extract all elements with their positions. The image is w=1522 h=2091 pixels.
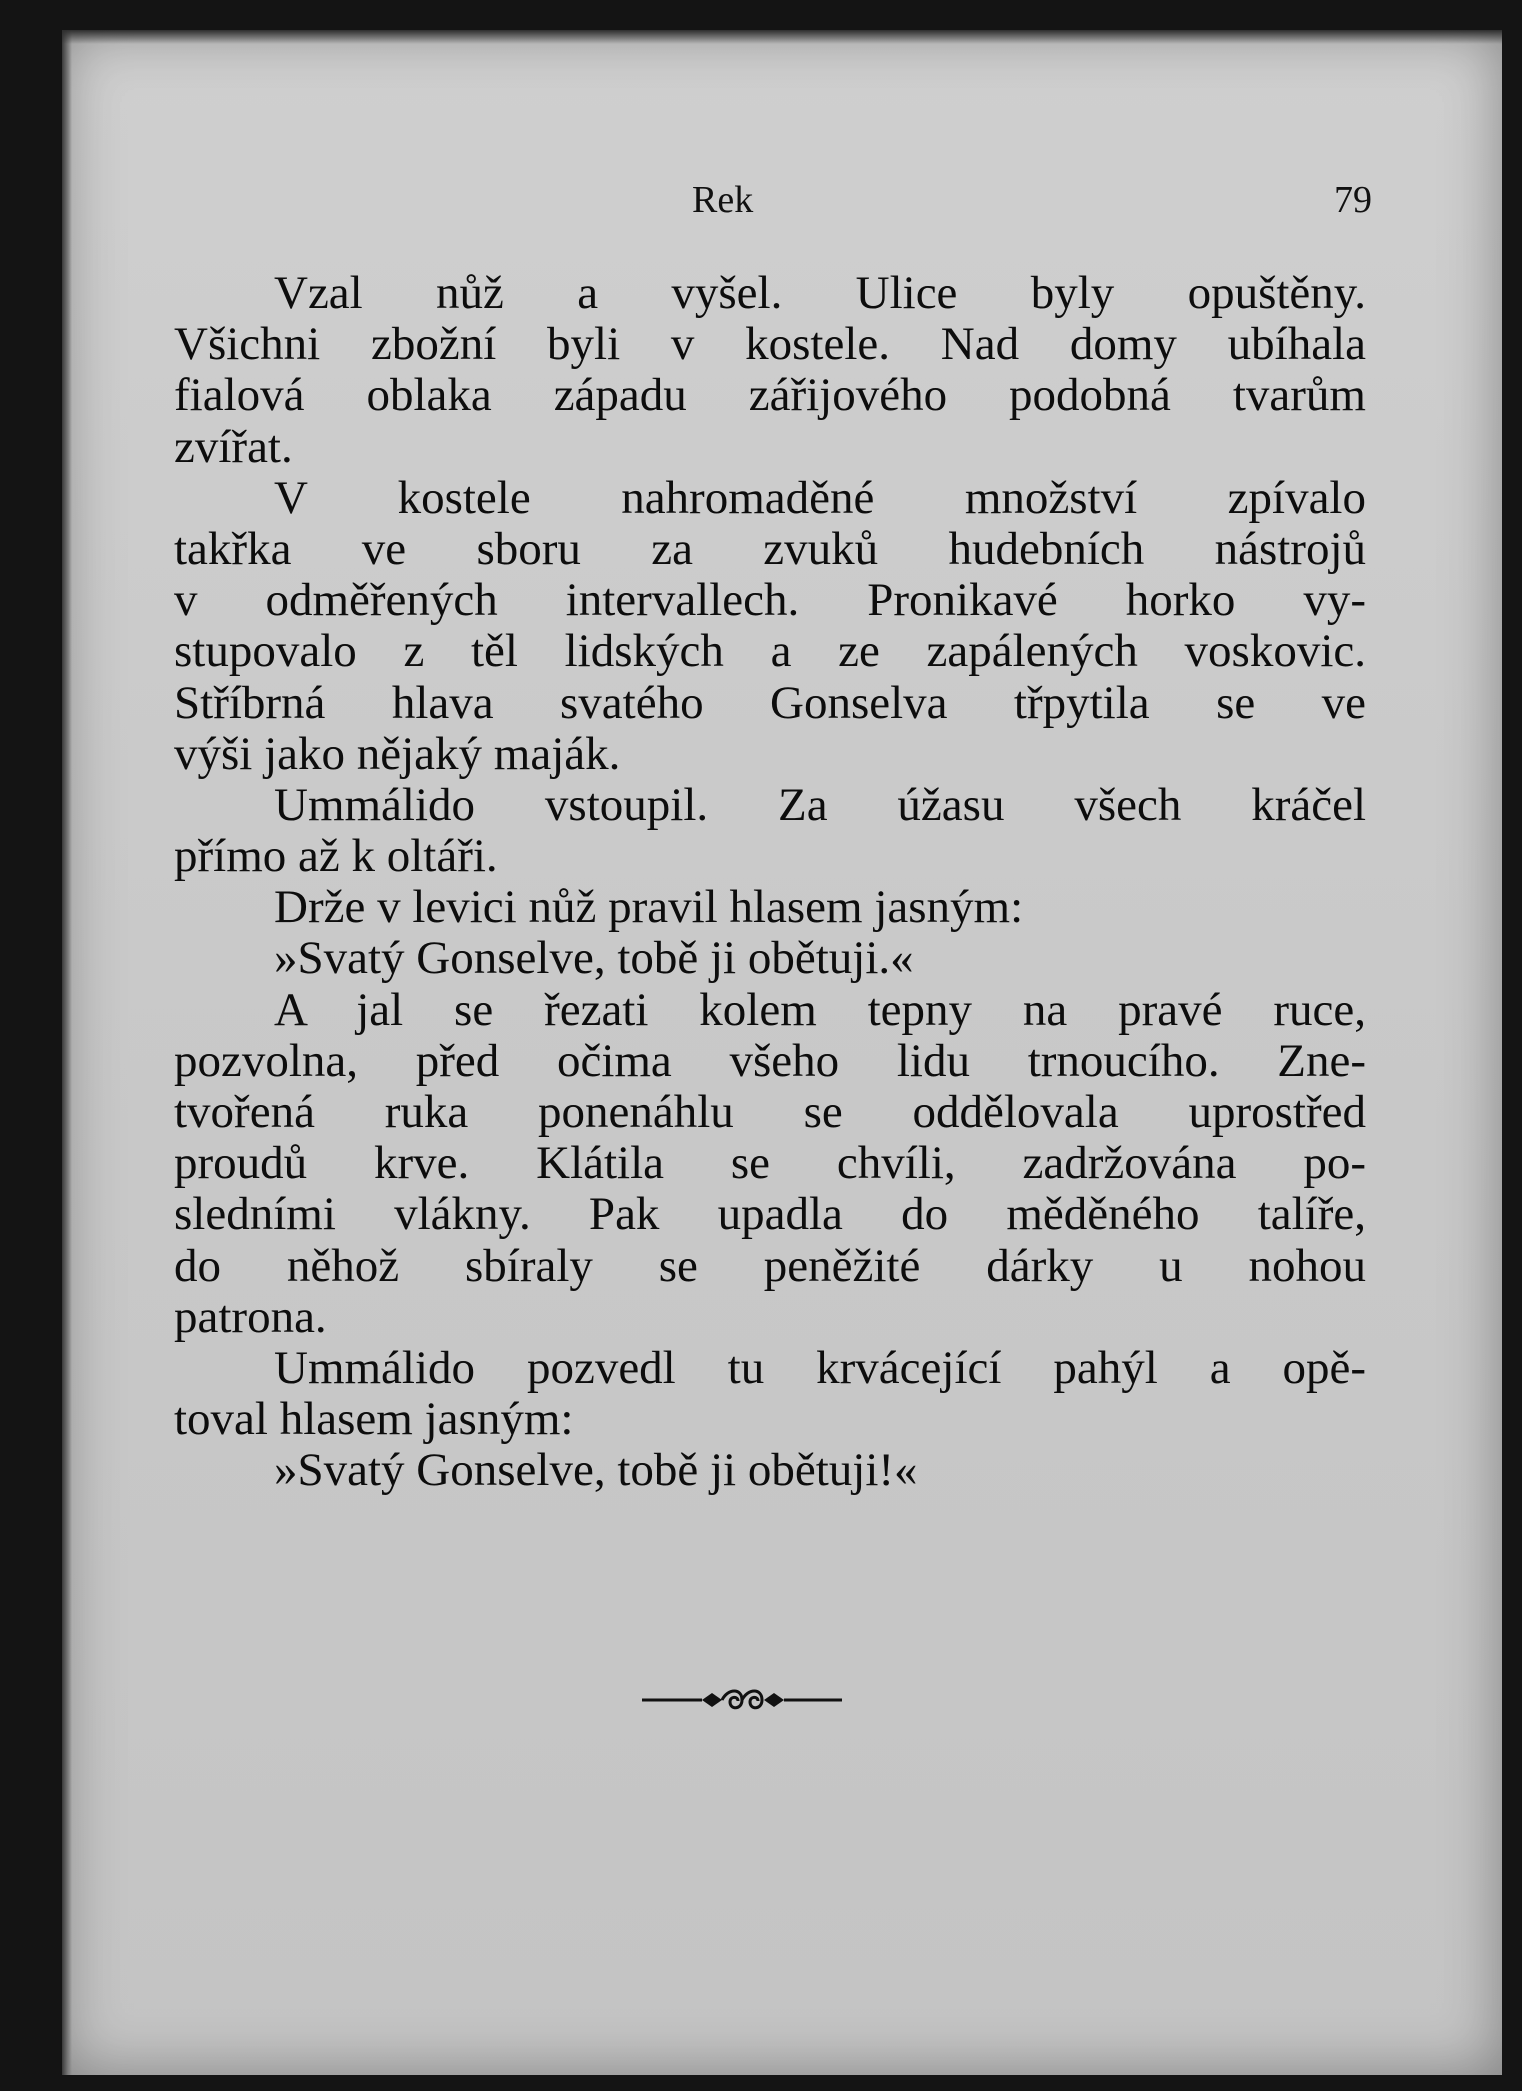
body-text	[174, 268, 1366, 1497]
book-page	[62, 30, 1502, 2075]
text-line: toval hlasem jasným:	[174, 1393, 574, 1446]
text-line: přímo až k oltáři.	[174, 830, 498, 883]
text-line: výši jako nějaký maják.	[174, 727, 621, 780]
text-line: tvořená ruka ponenáhlu se oddělovala uprostřed	[174, 1086, 1366, 1138]
text-line: patrona.	[174, 1290, 327, 1343]
page-top-edge	[62, 30, 1502, 44]
text-line: proudů krve. Klátila se chvíli, zadržována po-	[174, 1137, 1366, 1190]
text-line: v odměřených intervallech. Pronikavé horko vy-	[174, 574, 1366, 627]
text-line: Ummálido vstoupil. Za úžasu všech kráčel	[274, 778, 1366, 831]
text-line: stupovalo z těl lidských a ze zapálených voskovic.	[174, 625, 1366, 678]
text-line: Drže v levici nůž pravil hlasem jasným:	[274, 881, 1024, 934]
text-line: Stříbrná hlava svatého Gonselva třpytila se ve	[174, 676, 1366, 729]
text-line: takřka ve sboru za zvuků hudebních nástrojů	[174, 522, 1366, 575]
text-line: sledními vlákny. Pak upadla do měděného talíře,	[174, 1188, 1366, 1241]
running-title: Rek	[692, 179, 754, 221]
text-line: zvířat.	[174, 420, 293, 473]
text-line: V kostele nahromaděné množství zpívalo	[274, 471, 1366, 524]
text-line: Všichni zbožní byli v kostele. Nad domy ubíhala	[174, 318, 1366, 371]
text-line: pozvolna, před očima všeho lidu trnoucího. Zne-	[174, 1034, 1366, 1087]
fleuron-ornament-icon	[642, 1680, 842, 1720]
text-line: Vzal nůž a vyšel. Ulice byly opuštěny.	[274, 267, 1366, 319]
text-line: do něhož sbíraly se peněžité dárky u nohou	[174, 1239, 1366, 1292]
text-line: Ummálido pozvedl tu krvácející pahýl a opě-	[274, 1341, 1366, 1394]
page-number: 79	[1334, 179, 1372, 221]
page-left-edge	[62, 30, 72, 2075]
running-head	[62, 178, 1502, 228]
text-line: »Svatý Gonselve, tobě ji obětuji!«	[274, 1444, 918, 1497]
text-line: »Svatý Gonselve, tobě ji obětuji.«	[274, 932, 914, 985]
text-line: fialová oblaka západu zářijového podobná tvarům	[174, 369, 1366, 422]
text-line: A jal se řezati kolem tepny na pravé ruce,	[274, 983, 1366, 1036]
